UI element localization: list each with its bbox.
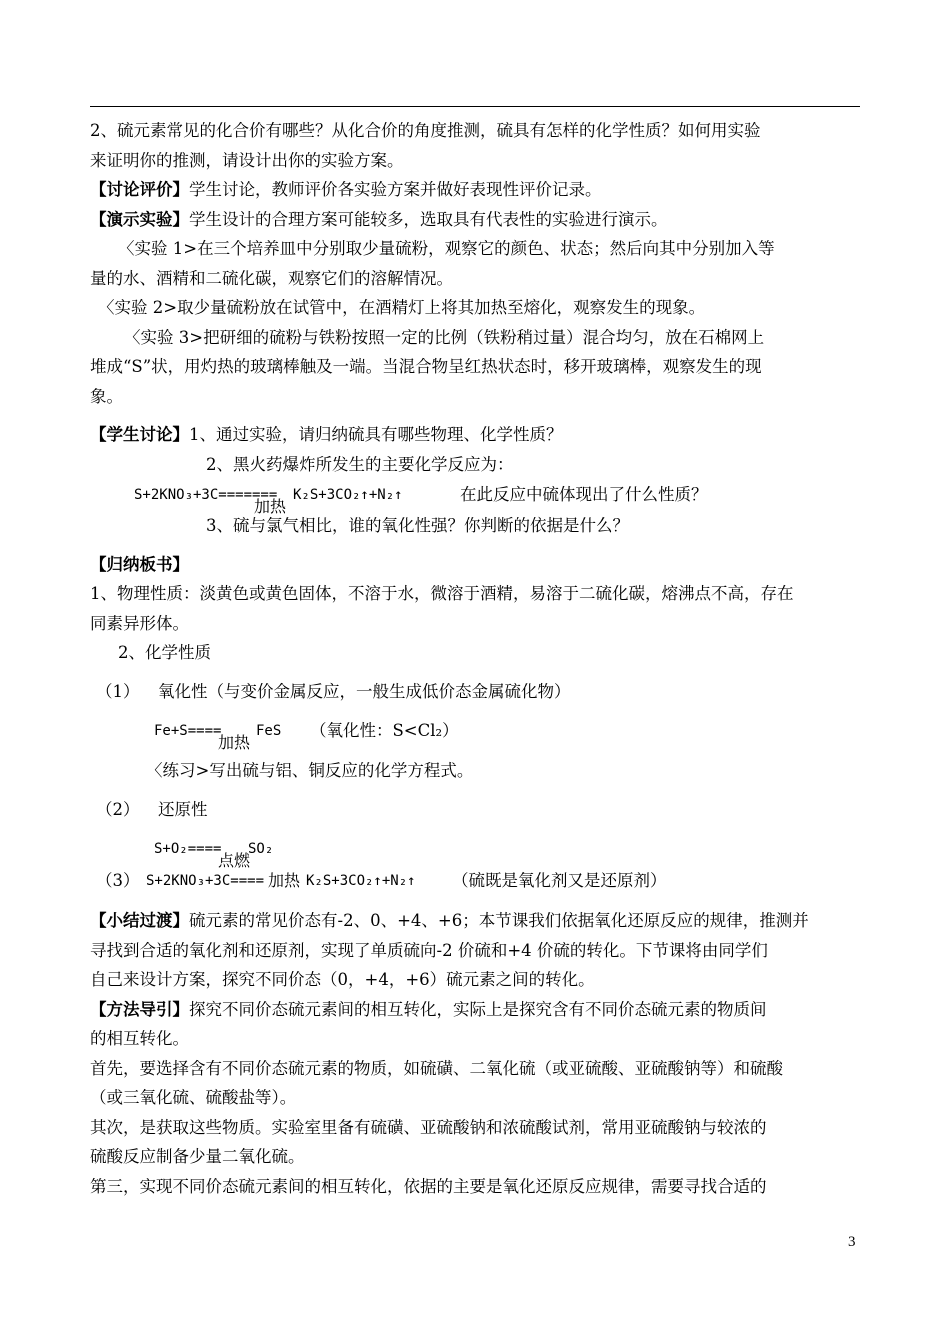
student-question-2: 2、黑火药爆炸所发生的主要化学反应为： (206, 454, 514, 474)
equation-1-condition: 加热 (254, 497, 287, 516)
page-number: 3 (848, 1234, 856, 1250)
method-text-1: 探究不同价态硫元素间的相互转化，实际上是探究含有不同价态硫元素的物质间 (189, 999, 767, 1019)
transition-text-1: 硫元素的常见价态有-2、0、+4、+6；本节课我们依据氧化还原反应的规律，推测并 (189, 911, 809, 930)
chemical-properties-title: 2、化学性质 (118, 643, 211, 662)
question-2-line-2: 来证明你的推测，请设计出你的实验方案。 (90, 150, 404, 170)
oxidizing-number: （1） (96, 681, 140, 701)
reducing-row (90, 795, 862, 825)
reducing-number: （2） (96, 799, 140, 819)
equation-4-left: S+2KNO₃+3C==== (146, 873, 265, 889)
discuss-eval-text: 学生讨论，教师评价各实验方案并做好表现性评价记录。 (189, 180, 602, 199)
method-line-2: 的相互转化。 (90, 1029, 189, 1048)
first-step-line-2: （或三氧化硫、硫酸盐等）。 (90, 1088, 297, 1107)
demo-heading: 【演示实验】 (90, 209, 189, 229)
equation-1-question: 在此反应中硫体现出了什么性质？ (460, 485, 708, 504)
third-step-line-1: 第三，实现不同价态硫元素间的相互转化，依据的主要是氧化还原反应规律，需要寻找合适的 (90, 1176, 767, 1196)
discuss-eval-heading: 【讨论评价】 (90, 180, 189, 199)
discuss-eval-paragraph (90, 175, 862, 205)
transition-line-1 (90, 906, 862, 936)
transition-line-2: 寻找到合适的氧化剂和还原剂，实现了单质硫向-2 价硫和+4 价硫的转化。下节课将由同学们 (90, 940, 768, 960)
demo-paragraph (90, 205, 862, 235)
physical-properties-line-2: 同素异形体。 (90, 613, 189, 633)
gunpowder-redox-equation (90, 865, 862, 897)
equation-1-right: K₂S+3CO₂↑+N₂↑ (293, 487, 403, 503)
experiment-1-line-1: 〈实验 1>在三个培养皿中分别取少量硫粉，观察它的颜色、状态；然后向其中分别加入等 (118, 239, 775, 258)
reducing-title: 还原性 (158, 799, 208, 819)
student-question-3: 3、硫与氯气相比，谁的氧化性强？你判断的依据是什么？ (206, 516, 629, 535)
oxidizing-row (90, 677, 862, 707)
experiment-3-line-1: 〈实验 3>把研细的硫粉与铁粉按照一定的比例（铁粉稍过量）混合均匀，放在石棉网上 (124, 327, 765, 347)
document-body (90, 116, 862, 1201)
student-discussion-heading: 【学生讨论】 (90, 425, 189, 444)
equation-2-note: （氧化性：S<Cl₂） (310, 721, 459, 740)
equation-4-condition: 加热 (268, 871, 301, 890)
equation-3-left: S+O₂==== (154, 841, 222, 857)
sulfur-oxygen-equation (90, 833, 862, 870)
first-step-line-1: 首先，要选择含有不同价态硫元素的物质，如硫磺、二氧化硫（或亚硫酸、亚硫酸钠等）和硫酸 (90, 1058, 783, 1078)
experiment-3-line-3: 象。 (90, 386, 123, 406)
equation-1-left: S+2KNO₃+3C======= (134, 487, 278, 503)
equation-3-condition: 点燃 (218, 851, 251, 870)
second-step-line-1: 其次，是获取这些物质。实验室里备有硫磺、亚硫酸钠和浓硫酸试剂，常用亚硫酸钠与较浓的 (90, 1117, 767, 1137)
equation-2-condition: 加热 (218, 733, 251, 752)
equation-4-note: （硫既是氧化剂又是还原剂） (452, 871, 667, 890)
summary-heading: 【归纳板书】 (90, 554, 189, 574)
equation-2-left: Fe+S==== (154, 723, 222, 739)
question-2-line-1: 2、硫元素常见的化合价有哪些？从化合价的角度推测，硫具有怎样的化学性质？如何用实验 (90, 121, 761, 140)
physical-properties-line-1: 1、物理性质：淡黄色或黄色固体，不溶于水，微溶于酒精，易溶于二硫化碳，熔沸点不高，存在 (90, 584, 794, 603)
transition-line-3: 自己来设计方案，探究不同价态（0，+4，+6）硫元素之间的转化。 (90, 970, 595, 989)
equation-3-right: SO₂ (248, 841, 274, 857)
header-rule (90, 106, 860, 107)
second-step-line-2: 硫酸反应制备少量二氧化硫。 (90, 1147, 305, 1166)
student-question-1: 1、通过实验，请归纳硫具有哪些物理、化学性质？ (189, 425, 563, 444)
experiment-1-line-2: 量的水、酒精和二硫化碳，观察它们的溶解情况。 (90, 268, 453, 288)
transition-heading: 【小结过渡】 (90, 911, 189, 930)
equation-2-right: FeS (256, 723, 282, 739)
equation-4-right: K₂S+3CO₂↑+N₂↑ (306, 873, 416, 889)
experiment-3-line-2: 堆成“S”状，用灼热的玻璃棒触及一端。当混合物呈红热状态时，移开玻璃棒，观察发生的现 (90, 357, 762, 376)
experiment-2: 〈实验 2>取少量硫粉放在试管中，在酒精灯上将其加热至熔化，观察发生的现象。 (98, 298, 706, 317)
oxidizing-title: 氧化性（与变价金属反应，一般生成低价态金属硫化物） (158, 681, 571, 701)
iron-sulfur-equation (90, 715, 862, 752)
practice-task: 〈练习>写出硫与铝、铜反应的化学方程式。 (146, 761, 474, 780)
student-discussion-paragraph (90, 420, 862, 450)
gunpowder-equation (90, 479, 862, 516)
method-line-1 (90, 995, 862, 1025)
method-heading: 【方法导引】 (90, 999, 189, 1019)
equation-4-number: （3） (96, 871, 140, 890)
demo-text: 学生设计的合理方案可能较多，选取具有代表性的实验进行演示。 (189, 209, 668, 229)
